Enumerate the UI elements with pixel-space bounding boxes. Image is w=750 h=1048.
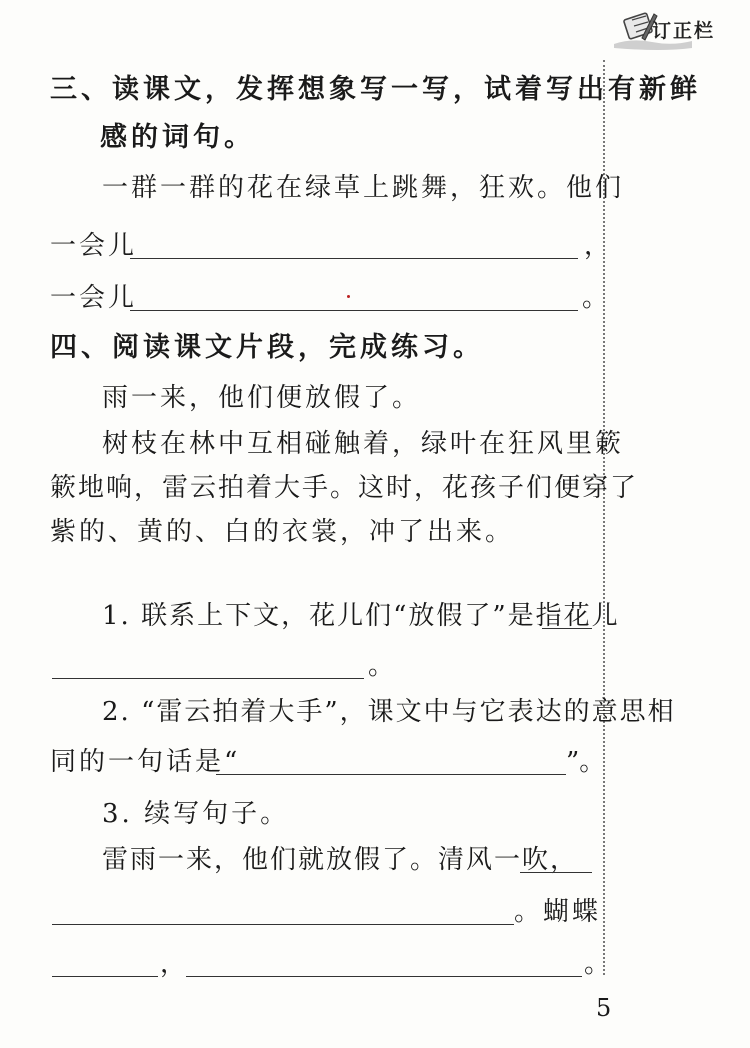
answer-blank-2[interactable] [130,310,578,311]
section3-title: 三、读课文，发挥想象写一写，试着写出有新鲜 [50,74,701,105]
answer-blank-q3b[interactable] [52,924,514,925]
answer-blank-1[interactable] [130,258,578,259]
correction-column-label: 订正栏 [652,20,716,42]
question3-line2-end: 。蝴蝶 [514,897,602,927]
section3-line1: 一群一群的花在绿草上跳舞，狂欢。他们 [102,173,625,203]
answer-blank-q1a[interactable] [542,628,592,629]
answer-blank-q1b[interactable] [52,678,364,679]
question3-line1: 雷雨一来，他们就放假了。清风一吹， [102,845,579,875]
passage-p2-line2: 簌地响，雷云拍着大手。这时，花孩子们便穿了 [50,473,639,503]
answer-blank-q3a[interactable] [520,872,592,873]
question2-line1: 2. “雷云拍着大手”，课文中与它表达的意思相 [102,697,676,727]
section3-line2 [50,226,610,266]
answer-blank-q3c[interactable] [52,976,158,977]
question3-line3-end: 。 [584,949,611,979]
question1-end: 。 [368,651,395,681]
section3-line3-end: 。 [582,283,609,313]
answer-blank-q2[interactable] [216,774,566,775]
question3-line3-mid: ， [160,949,187,979]
question2-line2-prefix: 同的一句话是“ [50,747,241,777]
section3-line2-prefix: 一会儿 [50,231,138,261]
passage-p1: 雨一来，他们便放假了。 [102,383,422,413]
passage-p2-line1: 树枝在林中互相碰触着，绿叶在狂风里簌 [102,429,625,459]
question3-title: 3. 续写句子。 [102,799,290,829]
section3-title-cont: 感的词句。 [100,122,255,153]
question2-line2-end: ”。 [566,747,606,777]
stray-mark [347,295,350,298]
section3-line2-end: ， [584,231,611,261]
section3-line3 [50,278,610,318]
section4-title: 四、阅读课文片段，完成练习。 [50,332,484,363]
question1-line1: 1. 联系上下文，花儿们“放假了”是指花儿 [102,601,620,631]
answer-blank-q3d[interactable] [186,976,582,977]
page-number: 5 [596,994,612,1022]
section3-line3-prefix: 一会儿 [50,283,138,313]
passage-p2-line3: 紫的、黄的、白的衣裳，冲了出来。 [50,517,515,547]
